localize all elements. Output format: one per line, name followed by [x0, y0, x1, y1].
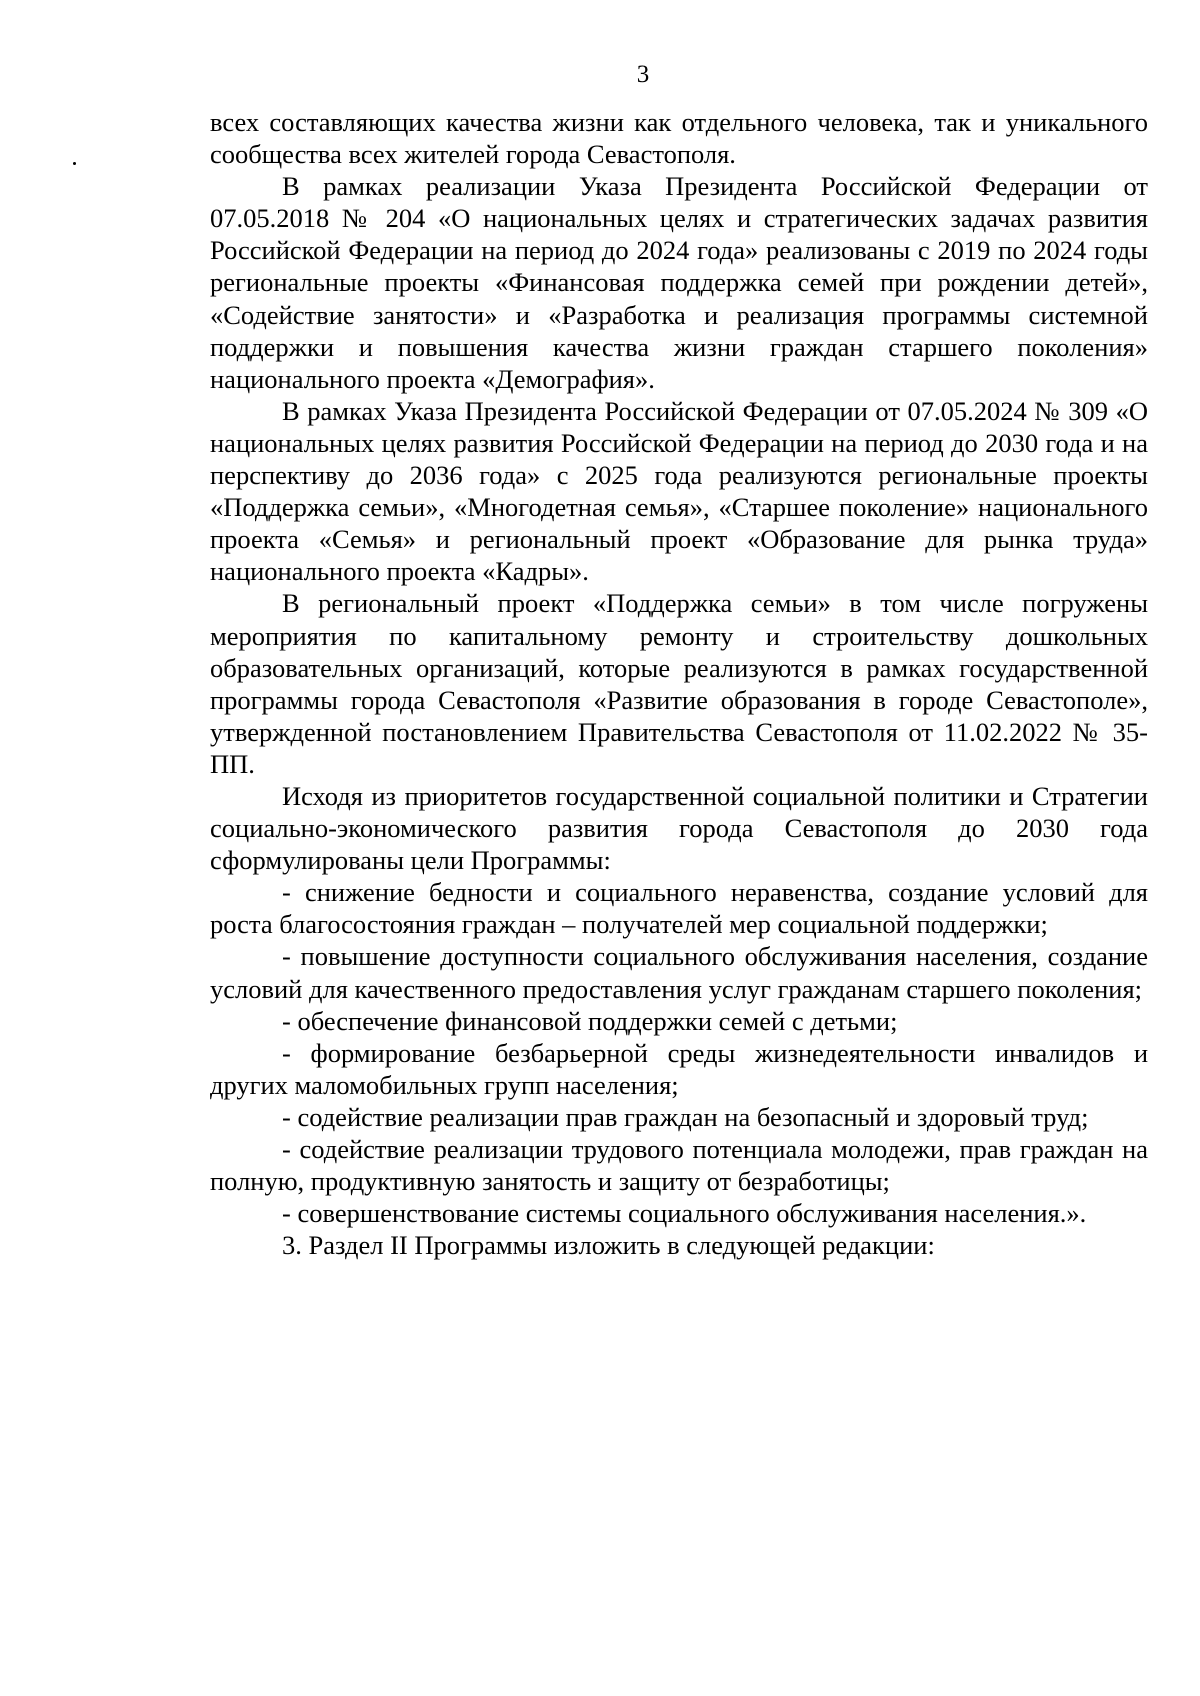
paragraph-section-ii-amendment: 3. Раздел II Программы изложить в следующей редакции: — [282, 1230, 935, 1261]
goal-list-item: - совершенствование системы социального обслуживания населения.». — [282, 1198, 1087, 1229]
goal-list-item: - повышение доступности социального обслуживания населения, создание условий для качественного предоставления услуг гражданам старшего поколения; — [210, 941, 1148, 1004]
goal-list-item: - снижение бедности и социального неравенства, создание условий для роста благосостояния граждан – получателей мер социальной поддержки; — [210, 877, 1148, 940]
document-body — [210, 106, 1148, 1261]
paragraph-continuation: всех составляющих качества жизни как отдельного человека, так и уникального сообщества всех жителей города Севастополя. — [210, 107, 1148, 170]
paragraph-decree-204: В рамках реализации Указа Президента Российской Федерации от 07.05.2018 № 204 «О национальных целях и стратегических задачах развития Российской Федерации на период до 2024 года» реализованы с 2019 по 2024 годы региональные проекты «Финансовая поддержка семей при рождении детей», «Содействие занятости» и «Разработка и реализация программы системной поддержки и повышения качества жизни граждан старшего поколения» национального проекта «Демография». — [210, 171, 1148, 394]
paragraph-family-support: В региональный проект «Поддержка семьи» в том числе погружены мероприятия по капитальному ремонту и строительству дошкольных образовательных организаций, которые реализуются в рамках государственной программы города Севастополя «Развитие образования в городе Севастополе», утвержденной постановлением Правительства Севастополя от 11.02.2022 № 35-ПП. — [210, 588, 1148, 779]
scan-speck — [73, 162, 76, 165]
paragraph-program-goals-intro: Исходя из приоритетов государственной социальной политики и Стратегии социально-экономического развития города Севастополя до 2030 года сформулированы цели Программы: — [210, 780, 1148, 876]
goal-list-item: - формирование безбарьерной среды жизнедеятельности инвалидов и других маломобильных групп населения; — [210, 1037, 1148, 1100]
paragraph-decree-309: В рамках Указа Президента Российской Федерации от 07.05.2024 № 309 «О национальных целях развития Российской Федерации на период до 2030 года и на перспективу до 2036 года» с 2025 года реализуются региональные проекты «Поддержка семьи», «Многодетная семья», «Старшее поколение» национального проекта «Семья» и региональный проект «Образование для рынка труда» национального проекта «Кадры». — [210, 395, 1148, 587]
goal-list-item: - содействие реализации трудового потенциала молодежи, прав граждан на полную, продуктивную занятость и защиту от безработицы; — [210, 1134, 1148, 1197]
goal-list-item: - содействие реализации прав граждан на безопасный и здоровый труд; — [282, 1101, 1089, 1132]
goal-list-item: - обеспечение финансовой поддержки семей с детьми; — [282, 1005, 898, 1036]
page-number: 3 — [636, 61, 650, 88]
